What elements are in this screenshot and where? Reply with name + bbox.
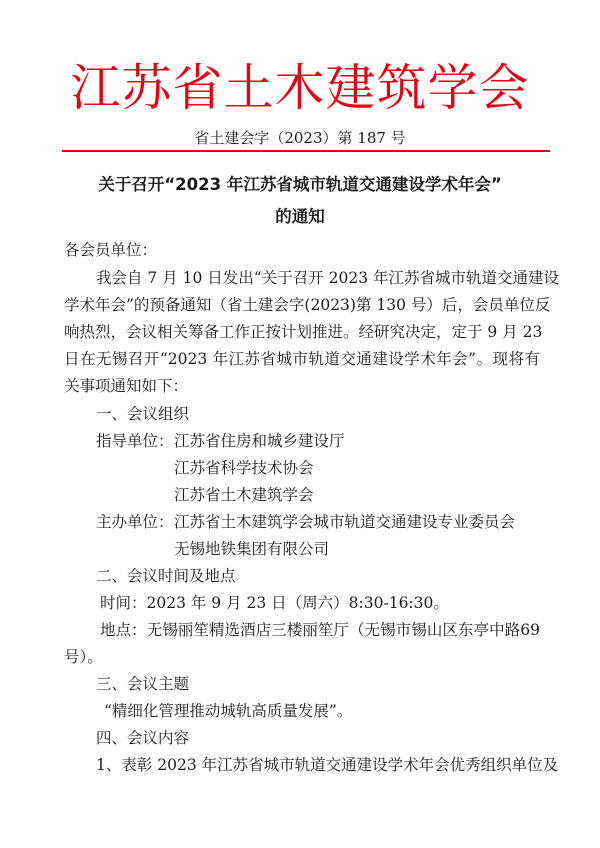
salutation: 各会员单位： bbox=[64, 241, 158, 259]
notice-title-line-1: 关于召开“2023 年江苏省城市轨道交通建设学术年会” bbox=[98, 175, 502, 194]
guide-unit: 江苏省科学技术协会 bbox=[174, 459, 314, 477]
host-unit: 江苏省土木建筑学会城市轨道交通建设专业委员会 bbox=[174, 513, 516, 531]
meeting-place-line-1: 地点：无锡丽笙精选酒店三楼丽笙厅（无锡市锡山区东亭中路69 bbox=[100, 621, 540, 639]
section-heading-content: 四、会议内容 bbox=[96, 729, 190, 747]
content-item-1: 1、表彰 2023 年江苏省城市轨道交通建设学术年会优秀组织单位及 bbox=[96, 756, 559, 774]
host-label: 主办单位： bbox=[96, 513, 174, 531]
guide-unit: 江苏省土木建筑学会 bbox=[174, 486, 314, 504]
meeting-theme: “精细化管理推动城轨高质量发展”。 bbox=[104, 702, 353, 720]
intro-line-5: 关事项通知如下： bbox=[64, 377, 189, 395]
organization-title: 江苏省土木建筑学会 bbox=[70, 59, 530, 117]
section-heading-theme: 三、会议主题 bbox=[96, 675, 190, 693]
intro-line-3: 响热烈，会议相关筹备工作正按计划推进。经研究决定，定于 9 月 23 bbox=[64, 323, 543, 341]
document-number: 省土建会字（2023）第 187 号 bbox=[194, 129, 406, 147]
guide-label: 指导单位： bbox=[96, 432, 174, 450]
intro-line-1: 我会自 7 月 10 日发出“关于召开 2023 年江苏省城市轨道交通建设 bbox=[96, 269, 560, 287]
host-unit: 无锡地铁集团有限公司 bbox=[174, 540, 330, 558]
notice-title-line-2: 的通知 bbox=[275, 207, 325, 226]
section-heading-organization: 一、会议组织 bbox=[96, 405, 190, 423]
section-heading-time-place: 二、会议时间及地点 bbox=[96, 567, 236, 585]
intro-line-4: 日在无锡召开“2023 年江苏省城市轨道交通建设学术年会”。现将有 bbox=[64, 350, 540, 368]
meeting-place-line-2: 号）。 bbox=[64, 648, 103, 666]
meeting-time: 时间：2023 年 9 月 23 日（周六）8:30-16:30。 bbox=[100, 594, 449, 612]
guide-unit: 江苏省住房和城乡建设厅 bbox=[174, 432, 345, 450]
header-divider bbox=[62, 150, 550, 152]
intro-line-2: 学术年会”的预备通知（省土建会字(2023)第 130 号）后，会员单位反 bbox=[64, 296, 551, 314]
